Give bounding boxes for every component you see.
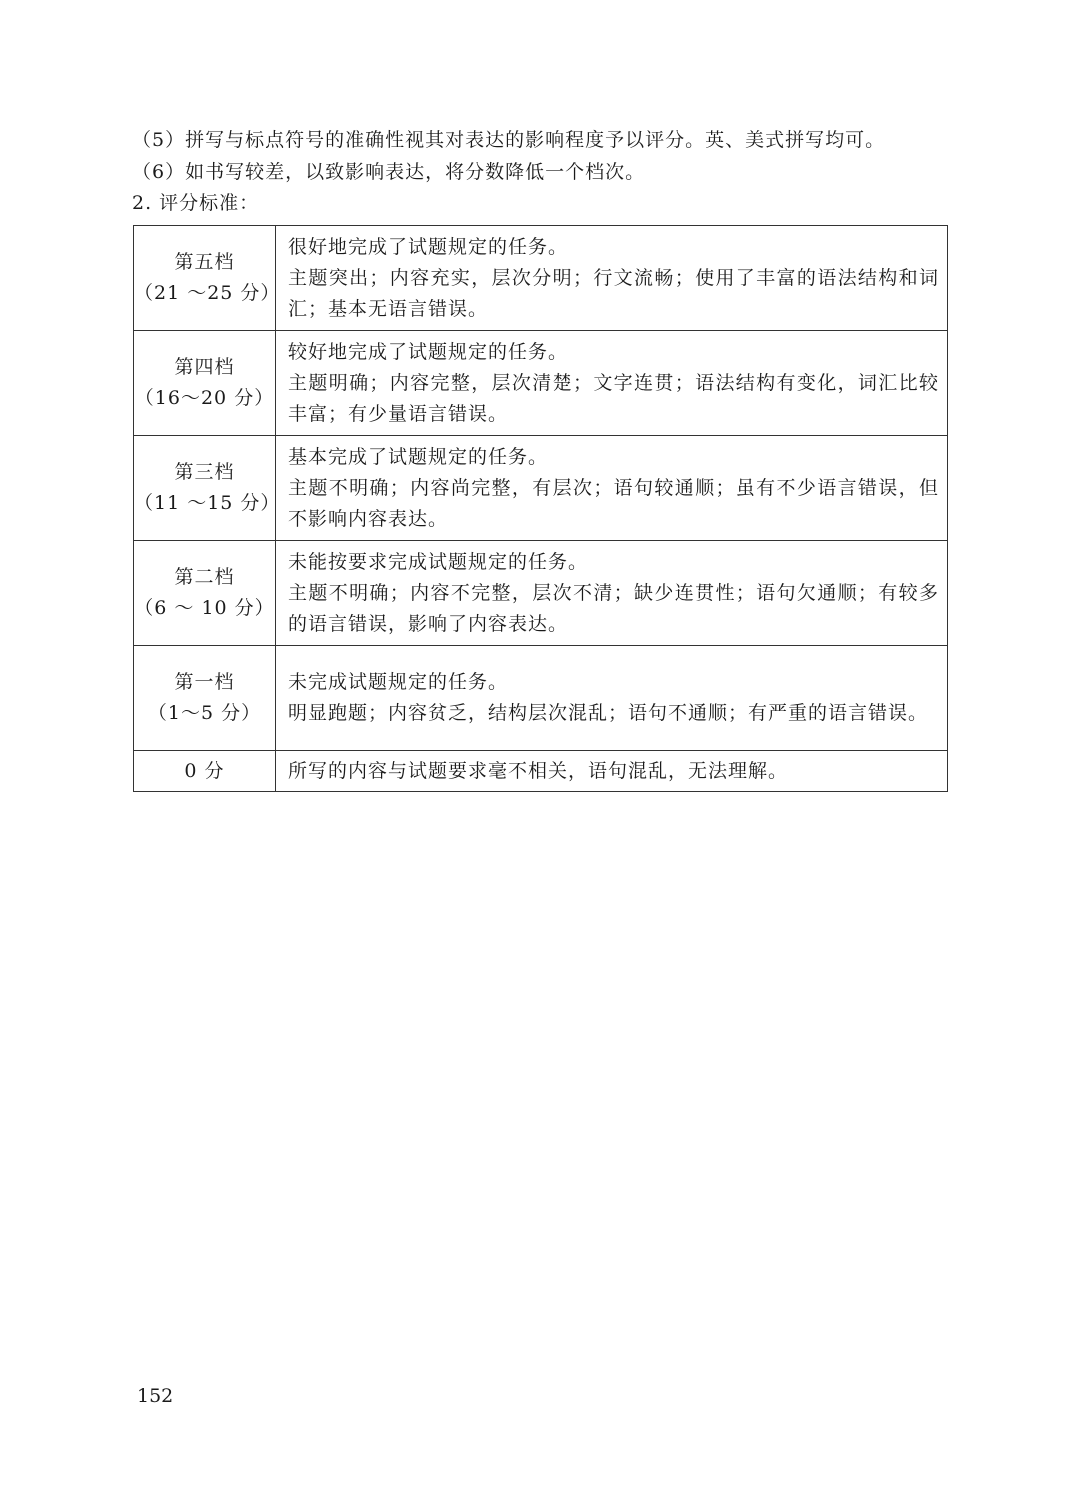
description-detail: 主题不明确；内容尚完整，有层次；语句较通顺；虽有不少语言错误，但不影响内容表达。 <box>288 476 939 530</box>
level-name: 第三档 <box>174 461 235 483</box>
table-row <box>134 436 948 541</box>
scoring-note-5: （5）拼写与标点符号的准确性视其对表达的影响程度予以评分。英、美式拼写均可。 <box>132 129 886 151</box>
table-row <box>134 331 948 436</box>
level-name: 第五档 <box>174 251 235 273</box>
level-cell <box>134 226 281 331</box>
level-cell <box>134 751 276 792</box>
description-detail: 所写的内容与试题要求毫不相关，语句混乱，无法理解。 <box>288 759 789 782</box>
level-cell <box>134 541 276 646</box>
level-range: （6 ～ 10 分） <box>134 597 275 619</box>
description-cell <box>276 541 948 646</box>
description-summary: 较好地完成了试题规定的任务。 <box>288 340 569 363</box>
description-detail: 明显跑题；内容贫乏，结构层次混乱；语句不通顺；有严重的语言错误。 <box>288 702 929 724</box>
description-cell <box>276 751 948 792</box>
description-detail: 主题明确；内容完整，层次清楚；文字连贯；语法结构有变化，词汇比较丰富；有少量语言错误。 <box>288 371 939 425</box>
table-row-zero <box>134 751 948 792</box>
level-cell <box>134 436 281 541</box>
level-range: （21 ～25 分） <box>134 282 281 304</box>
level-name: 0 分 <box>184 759 225 782</box>
description-summary: 未完成试题规定的任务。 <box>288 671 509 693</box>
level-range: （1～5 分） <box>147 702 262 724</box>
description-summary: 很好地完成了试题规定的任务。 <box>288 235 569 258</box>
scoring-note-6: （6）如书写较差，以致影响表达，将分数降低一个档次。 <box>132 161 646 183</box>
table-row <box>134 541 948 646</box>
section-heading: 2. 评分标准： <box>132 192 260 214</box>
description-cell <box>276 226 948 331</box>
level-range: （11 ～15 分） <box>134 492 281 514</box>
level-cell <box>134 331 276 436</box>
description-detail: 主题突出；内容充实，层次分明；行文流畅；使用了丰富的语法结构和词汇；基本无语言错误。 <box>288 266 939 320</box>
level-name: 第四档 <box>174 356 235 378</box>
table-row <box>134 646 948 751</box>
level-name: 第二档 <box>174 566 235 588</box>
description-cell <box>276 436 948 541</box>
description-summary: 未能按要求完成试题规定的任务。 <box>288 550 589 573</box>
description-cell <box>276 646 948 751</box>
scoring-rubric-table <box>133 225 948 792</box>
table-row <box>134 226 948 331</box>
description-detail: 主题不明确；内容不完整，层次不清；缺少连贯性；语句欠通顺；有较多的语言错误，影响了内容表达。 <box>288 581 939 635</box>
page-number: 152 <box>137 1385 174 1407</box>
description-summary: 基本完成了试题规定的任务。 <box>288 445 549 468</box>
level-range: （16～20 分） <box>134 387 275 409</box>
level-cell <box>134 646 276 751</box>
description-cell <box>276 331 948 436</box>
level-name: 第一档 <box>174 671 235 693</box>
